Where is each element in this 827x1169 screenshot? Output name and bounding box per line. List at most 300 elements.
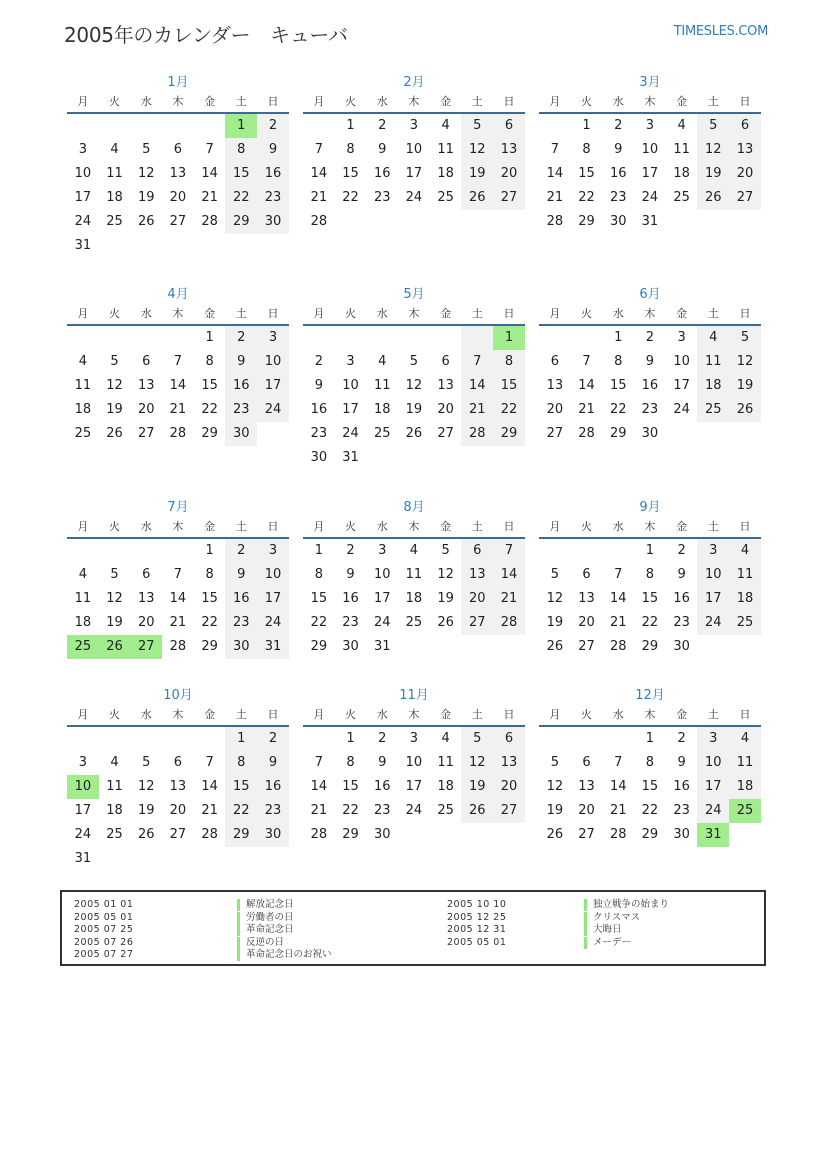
day-cell[interactable]: 16 (342, 591, 359, 606)
day-cell[interactable]: 26 (461, 186, 493, 210)
day-cell[interactable]: 26 (405, 426, 423, 441)
day-cell[interactable]: 17 (74, 803, 92, 818)
day-cell[interactable]: 1 (205, 543, 214, 558)
day-cell[interactable]: 20 (493, 775, 525, 799)
day-cell[interactable]: 5 (142, 142, 151, 157)
day-cell[interactable]: 12 (137, 166, 155, 181)
day-cell[interactable]: 5 (461, 727, 493, 751)
day-cell[interactable]: 12 (106, 378, 123, 393)
day-cell[interactable]: 6 (441, 354, 450, 369)
day-cell[interactable]: 8 (314, 567, 323, 582)
day-cell[interactable]: 28 (578, 426, 595, 441)
day-cell[interactable]: 28 (609, 639, 627, 654)
day-cell[interactable]: 28 (201, 827, 218, 842)
day-cell[interactable]: 16 (673, 779, 690, 794)
day-cell[interactable]: 6 (550, 354, 559, 369)
day-cell[interactable]: 11 (106, 166, 123, 181)
day-cell[interactable]: 26 (697, 186, 729, 210)
day-cell[interactable]: 13 (493, 751, 525, 775)
day-cell[interactable]: 15 (310, 591, 328, 606)
day-cell[interactable]: 15 (609, 378, 627, 393)
day-cell[interactable]: 2 (314, 354, 323, 369)
day-cell[interactable]: 26 (137, 827, 155, 842)
day-cell[interactable]: 27 (578, 827, 595, 842)
day-cell[interactable]: 11 (437, 755, 454, 770)
day-cell[interactable]: 2 (645, 330, 655, 345)
day-cell[interactable]: 19 (106, 615, 123, 630)
day-cell[interactable]: 28 (169, 639, 187, 654)
day-cell[interactable]: 9 (677, 755, 686, 770)
day-cell[interactable]: 5 (142, 755, 151, 770)
day-cell[interactable]: 4 (78, 354, 87, 369)
day-cell[interactable]: 16 (673, 591, 690, 606)
day-cell[interactable]: 9 (257, 138, 289, 162)
day-cell[interactable]: 18 (437, 779, 454, 794)
day-cell[interactable]: 15 (641, 591, 659, 606)
day-cell[interactable]: 19 (405, 402, 423, 417)
day-cell[interactable]: 20 (578, 615, 595, 630)
day-cell[interactable]: 14 (169, 591, 187, 606)
day-cell[interactable]: 13 (546, 378, 564, 393)
day-cell[interactable]: 10 (697, 751, 729, 775)
day-cell[interactable]: 21 (609, 803, 627, 818)
day-cell[interactable]: 26 (546, 639, 564, 654)
day-cell[interactable]: 5 (697, 114, 729, 138)
day-cell[interactable]: 18 (74, 615, 92, 630)
day-cell[interactable]: 3 (645, 118, 655, 133)
day-cell[interactable]: 15 (201, 378, 218, 393)
day-cell[interactable]: 17 (373, 591, 391, 606)
day-cell[interactable]: 7 (550, 142, 559, 157)
day-cell[interactable]: 14 (169, 378, 187, 393)
day-cell[interactable]: 14 (310, 166, 328, 181)
day-cell[interactable]: 8 (205, 354, 214, 369)
day-cell[interactable]: 14 (609, 779, 627, 794)
day-cell[interactable]: 25 (405, 615, 423, 630)
day-cell[interactable]: 28 (546, 214, 564, 229)
day-cell[interactable]: 26 (729, 398, 761, 422)
day-cell[interactable]: 1 (346, 731, 355, 746)
day-cell[interactable]: 4 (110, 755, 119, 770)
day-cell[interactable]: 3 (346, 354, 355, 369)
day-cell[interactable]: 30 (257, 210, 289, 234)
day-cell[interactable]: 5 (409, 354, 419, 369)
day-cell[interactable]: 13 (729, 138, 761, 162)
day-cell[interactable]: 25 (729, 799, 761, 823)
day-cell[interactable]: 30 (609, 214, 627, 229)
day-cell[interactable]: 1 (346, 118, 355, 133)
day-cell[interactable]: 21 (201, 803, 218, 818)
day-cell[interactable]: 25 (373, 426, 391, 441)
day-cell[interactable]: 3 (378, 543, 387, 558)
day-cell[interactable]: 18 (405, 591, 423, 606)
day-cell[interactable]: 27 (130, 635, 162, 659)
day-cell[interactable]: 3 (409, 118, 419, 133)
day-cell[interactable]: 23 (225, 611, 257, 635)
day-cell[interactable]: 1 (614, 330, 623, 345)
day-cell[interactable]: 23 (257, 799, 289, 823)
day-cell[interactable]: 14 (493, 563, 525, 587)
day-cell[interactable]: 26 (137, 214, 155, 229)
day-cell[interactable]: 15 (578, 166, 595, 181)
day-cell[interactable]: 20 (729, 162, 761, 186)
day-cell[interactable]: 18 (729, 587, 761, 611)
day-cell[interactable]: 10 (74, 166, 92, 181)
day-cell[interactable]: 10 (697, 563, 729, 587)
day-cell[interactable]: 10 (673, 354, 690, 369)
day-cell[interactable]: 7 (205, 755, 214, 770)
day-cell[interactable]: 22 (201, 402, 218, 417)
day-cell[interactable]: 16 (373, 779, 391, 794)
day-cell[interactable]: 24 (641, 190, 659, 205)
day-cell[interactable]: 19 (697, 162, 729, 186)
day-cell[interactable]: 16 (310, 402, 328, 417)
day-cell[interactable]: 8 (645, 755, 655, 770)
day-cell[interactable]: 30 (373, 827, 391, 842)
day-cell[interactable]: 3 (257, 326, 289, 350)
day-cell[interactable]: 13 (461, 563, 493, 587)
day-cell[interactable]: 28 (493, 611, 525, 635)
day-cell[interactable]: 7 (614, 567, 623, 582)
day-cell[interactable]: 26 (99, 635, 131, 659)
day-cell[interactable]: 9 (225, 350, 257, 374)
day-cell[interactable]: 22 (342, 803, 359, 818)
day-cell[interactable]: 13 (493, 138, 525, 162)
day-cell[interactable]: 22 (310, 615, 328, 630)
day-cell[interactable]: 21 (310, 190, 328, 205)
day-cell[interactable]: 9 (225, 563, 257, 587)
day-cell[interactable]: 27 (169, 827, 187, 842)
day-cell[interactable]: 14 (310, 779, 328, 794)
day-cell[interactable]: 2 (225, 326, 257, 350)
day-cell[interactable]: 8 (614, 354, 623, 369)
day-cell[interactable]: 20 (137, 615, 155, 630)
day-cell[interactable]: 30 (673, 639, 690, 654)
day-cell[interactable]: 2 (257, 727, 289, 751)
day-cell[interactable]: 2 (346, 543, 355, 558)
day-cell[interactable]: 31 (342, 450, 359, 465)
day-cell[interactable]: 26 (437, 615, 454, 630)
day-cell[interactable]: 21 (609, 615, 627, 630)
day-cell[interactable]: 22 (641, 615, 659, 630)
day-cell[interactable]: 31 (74, 851, 92, 866)
day-cell[interactable]: 27 (493, 186, 525, 210)
day-cell[interactable]: 10 (67, 775, 99, 799)
day-cell[interactable]: 12 (546, 591, 564, 606)
day-cell[interactable]: 25 (106, 214, 123, 229)
day-cell[interactable]: 17 (697, 587, 729, 611)
day-cell[interactable]: 1 (225, 727, 257, 751)
day-cell[interactable]: 11 (405, 567, 423, 582)
day-cell[interactable]: 27 (461, 611, 493, 635)
day-cell[interactable]: 13 (137, 591, 155, 606)
day-cell[interactable]: 9 (346, 567, 355, 582)
day-cell[interactable]: 4 (441, 731, 450, 746)
day-cell[interactable]: 23 (609, 190, 627, 205)
day-cell[interactable]: 11 (74, 591, 92, 606)
day-cell[interactable]: 9 (378, 142, 387, 157)
day-cell[interactable]: 28 (461, 422, 493, 446)
day-cell[interactable]: 17 (405, 779, 423, 794)
day-cell[interactable]: 24 (405, 190, 423, 205)
day-cell[interactable]: 7 (614, 755, 623, 770)
day-cell[interactable]: 29 (641, 639, 659, 654)
day-cell[interactable]: 1 (645, 543, 655, 558)
day-cell[interactable]: 21 (201, 190, 218, 205)
day-cell[interactable]: 10 (257, 350, 289, 374)
day-cell[interactable]: 19 (461, 162, 493, 186)
day-cell[interactable]: 21 (310, 803, 328, 818)
day-cell[interactable]: 13 (169, 779, 187, 794)
day-cell[interactable]: 7 (205, 142, 214, 157)
day-cell[interactable]: 17 (74, 190, 92, 205)
day-cell[interactable]: 31 (697, 823, 729, 847)
day-cell[interactable]: 30 (225, 635, 257, 659)
day-cell[interactable]: 3 (257, 539, 289, 563)
day-cell[interactable]: 18 (729, 775, 761, 799)
day-cell[interactable]: 16 (257, 162, 289, 186)
day-cell[interactable]: 11 (437, 142, 454, 157)
day-cell[interactable]: 19 (137, 803, 155, 818)
day-cell[interactable]: 27 (137, 426, 155, 441)
day-cell[interactable]: 18 (697, 374, 729, 398)
day-cell[interactable]: 22 (342, 190, 359, 205)
day-cell[interactable]: 12 (546, 779, 564, 794)
day-cell[interactable]: 29 (641, 827, 659, 842)
day-cell[interactable]: 2 (677, 731, 686, 746)
day-cell[interactable]: 12 (405, 378, 423, 393)
day-cell[interactable]: 9 (378, 755, 387, 770)
day-cell[interactable]: 12 (697, 138, 729, 162)
day-cell[interactable]: 4 (677, 118, 686, 133)
day-cell[interactable]: 3 (677, 330, 686, 345)
day-cell[interactable]: 25 (74, 426, 92, 441)
day-cell[interactable]: 3 (697, 727, 729, 751)
day-cell[interactable]: 10 (405, 755, 423, 770)
day-cell[interactable]: 28 (310, 214, 328, 229)
day-cell[interactable]: 20 (137, 402, 155, 417)
day-cell[interactable]: 28 (609, 827, 627, 842)
day-cell[interactable]: 9 (645, 354, 655, 369)
day-cell[interactable]: 12 (137, 779, 155, 794)
day-cell[interactable]: 22 (641, 803, 659, 818)
day-cell[interactable]: 27 (437, 426, 454, 441)
day-cell[interactable]: 1 (645, 731, 655, 746)
day-cell[interactable]: 11 (697, 350, 729, 374)
day-cell[interactable]: 24 (257, 611, 289, 635)
day-cell[interactable]: 14 (461, 374, 493, 398)
site-logo[interactable]: TIMESLES.COM (673, 24, 768, 39)
day-cell[interactable]: 13 (578, 591, 595, 606)
day-cell[interactable]: 13 (437, 378, 454, 393)
day-cell[interactable]: 21 (578, 402, 595, 417)
day-cell[interactable]: 6 (173, 142, 183, 157)
day-cell[interactable]: 4 (729, 539, 761, 563)
day-cell[interactable]: 15 (342, 779, 359, 794)
day-cell[interactable]: 20 (437, 402, 454, 417)
day-cell[interactable]: 10 (405, 142, 423, 157)
day-cell[interactable]: 29 (225, 210, 257, 234)
day-cell[interactable]: 24 (697, 611, 729, 635)
day-cell[interactable]: 14 (609, 591, 627, 606)
day-cell[interactable]: 14 (201, 166, 218, 181)
day-cell[interactable]: 14 (201, 779, 218, 794)
day-cell[interactable]: 12 (461, 751, 493, 775)
day-cell[interactable]: 8 (645, 567, 655, 582)
day-cell[interactable]: 25 (697, 398, 729, 422)
day-cell[interactable]: 17 (697, 775, 729, 799)
day-cell[interactable]: 29 (310, 639, 328, 654)
day-cell[interactable]: 12 (729, 350, 761, 374)
day-cell[interactable]: 23 (257, 186, 289, 210)
day-cell[interactable]: 28 (310, 827, 328, 842)
day-cell[interactable]: 20 (578, 803, 595, 818)
day-cell[interactable]: 20 (461, 587, 493, 611)
day-cell[interactable]: 18 (673, 166, 690, 181)
day-cell[interactable]: 31 (373, 639, 391, 654)
day-cell[interactable]: 30 (257, 823, 289, 847)
day-cell[interactable]: 16 (257, 775, 289, 799)
day-cell[interactable]: 31 (257, 635, 289, 659)
day-cell[interactable]: 12 (461, 138, 493, 162)
day-cell[interactable]: 4 (441, 118, 450, 133)
day-cell[interactable]: 29 (201, 426, 218, 441)
day-cell[interactable]: 11 (106, 779, 123, 794)
day-cell[interactable]: 7 (173, 354, 183, 369)
day-cell[interactable]: 25 (729, 611, 761, 635)
day-cell[interactable]: 5 (110, 354, 119, 369)
day-cell[interactable]: 28 (201, 214, 218, 229)
day-cell[interactable]: 13 (578, 779, 595, 794)
day-cell[interactable]: 7 (582, 354, 591, 369)
day-cell[interactable]: 5 (550, 567, 559, 582)
day-cell[interactable]: 29 (225, 823, 257, 847)
day-cell[interactable]: 7 (461, 350, 493, 374)
day-cell[interactable]: 15 (493, 374, 525, 398)
day-cell[interactable]: 9 (614, 142, 623, 157)
day-cell[interactable]: 8 (582, 142, 591, 157)
day-cell[interactable]: 16 (609, 166, 627, 181)
day-cell[interactable]: 30 (673, 827, 690, 842)
day-cell[interactable]: 7 (173, 567, 183, 582)
day-cell[interactable]: 10 (342, 378, 359, 393)
day-cell[interactable]: 14 (578, 378, 595, 393)
day-cell[interactable]: 18 (106, 190, 123, 205)
day-cell[interactable]: 7 (314, 755, 323, 770)
day-cell[interactable]: 7 (314, 142, 323, 157)
day-cell[interactable]: 8 (493, 350, 525, 374)
day-cell[interactable]: 4 (697, 326, 729, 350)
day-cell[interactable]: 2 (378, 731, 387, 746)
day-cell[interactable]: 18 (74, 402, 92, 417)
day-cell[interactable]: 22 (225, 799, 257, 823)
day-cell[interactable]: 11 (729, 563, 761, 587)
day-cell[interactable]: 21 (169, 402, 187, 417)
day-cell[interactable]: 2 (378, 118, 387, 133)
day-cell[interactable]: 19 (461, 775, 493, 799)
day-cell[interactable]: 14 (546, 166, 564, 181)
day-cell[interactable]: 6 (582, 755, 591, 770)
day-cell[interactable]: 1 (582, 118, 591, 133)
day-cell[interactable]: 12 (106, 591, 123, 606)
day-cell[interactable]: 23 (373, 803, 391, 818)
day-cell[interactable]: 20 (169, 803, 187, 818)
day-cell[interactable]: 30 (342, 639, 359, 654)
day-cell[interactable]: 21 (461, 398, 493, 422)
day-cell[interactable]: 27 (578, 639, 595, 654)
day-cell[interactable]: 2 (225, 539, 257, 563)
day-cell[interactable]: 4 (378, 354, 387, 369)
day-cell[interactable]: 15 (641, 779, 659, 794)
day-cell[interactable]: 29 (201, 639, 218, 654)
day-cell[interactable]: 25 (106, 827, 123, 842)
day-cell[interactable]: 4 (409, 543, 419, 558)
day-cell[interactable]: 9 (257, 751, 289, 775)
day-cell[interactable]: 15 (225, 162, 257, 186)
day-cell[interactable]: 6 (142, 567, 151, 582)
day-cell[interactable]: 24 (342, 426, 359, 441)
day-cell[interactable]: 6 (173, 755, 183, 770)
day-cell[interactable]: 16 (225, 587, 257, 611)
day-cell[interactable]: 25 (673, 190, 690, 205)
day-cell[interactable]: 18 (437, 166, 454, 181)
day-cell[interactable]: 13 (169, 166, 187, 181)
day-cell[interactable]: 16 (641, 378, 659, 393)
day-cell[interactable]: 5 (110, 567, 119, 582)
day-cell[interactable]: 11 (729, 751, 761, 775)
day-cell[interactable]: 23 (225, 398, 257, 422)
day-cell[interactable]: 24 (74, 214, 92, 229)
day-cell[interactable]: 6 (493, 727, 525, 751)
day-cell[interactable]: 24 (673, 402, 690, 417)
day-cell[interactable]: 17 (342, 402, 359, 417)
day-cell[interactable]: 3 (78, 755, 87, 770)
day-cell[interactable]: 23 (373, 190, 391, 205)
day-cell[interactable]: 10 (373, 567, 391, 582)
day-cell[interactable]: 26 (461, 799, 493, 823)
day-cell[interactable]: 19 (137, 190, 155, 205)
day-cell[interactable]: 7 (493, 539, 525, 563)
day-cell[interactable]: 25 (437, 190, 454, 205)
day-cell[interactable]: 31 (74, 238, 92, 253)
day-cell[interactable]: 25 (437, 803, 454, 818)
day-cell[interactable]: 4 (78, 567, 87, 582)
day-cell[interactable]: 27 (493, 799, 525, 823)
day-cell[interactable]: 6 (461, 539, 493, 563)
day-cell[interactable]: 20 (546, 402, 564, 417)
day-cell[interactable]: 17 (641, 166, 659, 181)
day-cell[interactable]: 17 (257, 374, 289, 398)
day-cell[interactable]: 23 (641, 402, 659, 417)
day-cell[interactable]: 22 (225, 186, 257, 210)
day-cell[interactable]: 11 (373, 378, 391, 393)
day-cell[interactable]: 20 (169, 190, 187, 205)
day-cell[interactable]: 8 (205, 567, 214, 582)
day-cell[interactable]: 29 (342, 827, 359, 842)
day-cell[interactable]: 23 (310, 426, 328, 441)
day-cell[interactable]: 21 (546, 190, 564, 205)
day-cell[interactable]: 22 (609, 402, 627, 417)
day-cell[interactable]: 26 (106, 426, 123, 441)
day-cell[interactable]: 23 (342, 615, 359, 630)
day-cell[interactable]: 3 (78, 142, 87, 157)
day-cell[interactable]: 1 (225, 114, 257, 138)
day-cell[interactable]: 27 (546, 426, 564, 441)
day-cell[interactable]: 1 (314, 543, 323, 558)
day-cell[interactable]: 6 (142, 354, 151, 369)
day-cell[interactable]: 26 (546, 827, 564, 842)
day-cell[interactable]: 15 (201, 591, 218, 606)
